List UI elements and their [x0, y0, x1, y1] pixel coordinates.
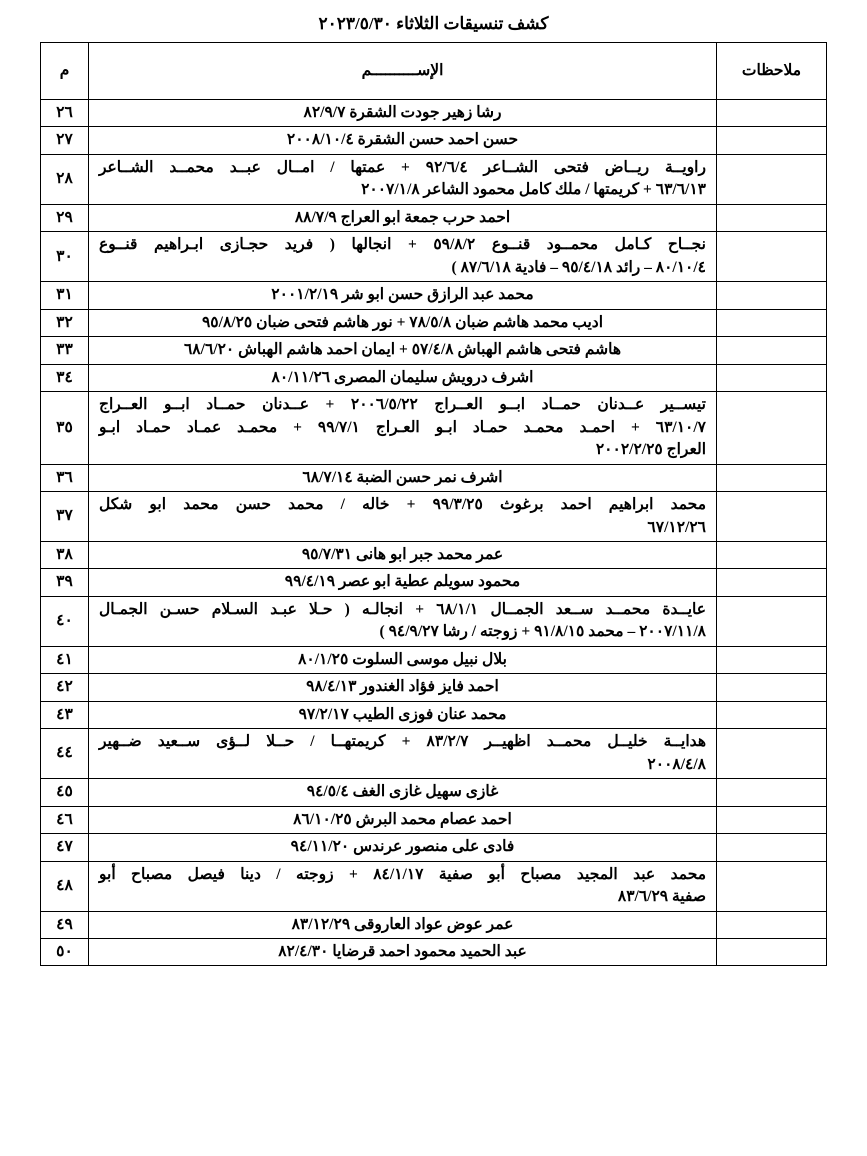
notes-cell: [717, 541, 827, 568]
row-number-cell: ٣٣: [41, 337, 89, 364]
name-line: ٢٠٠٨/٤/٨: [647, 755, 706, 773]
coordination-table: [40, 42, 827, 966]
column-header-number: م: [41, 43, 89, 100]
name-line: عايــدة محمــد ســعد الجمــال ٦٨/١/١ + انجالـه ( حـلا عبـد السـلام حسـن الجمـال: [99, 600, 706, 618]
name-cell: [89, 154, 717, 204]
notes-cell: [717, 127, 827, 154]
name-line: احمد عصام محمد البرش ٨٦/١٠/٢٥: [293, 810, 512, 828]
notes-cell: [717, 806, 827, 833]
table-row: [41, 541, 827, 568]
row-number-cell: ٣٥: [41, 392, 89, 464]
row-number-cell: ٤٣: [41, 701, 89, 728]
name-cell: [89, 701, 717, 728]
name-line: ٢٠٠٧/١١/٨ – محمد ٩١/٨/١٥ + زوجته / رشا ٩٤/٩/٢٧ ): [379, 623, 706, 641]
table-body: [41, 100, 827, 966]
name-line: اشرف درويش سليمان المصرى ٨٠/١١/٢٦: [271, 368, 534, 386]
name-line: فادى على منصور عرندس ٩٤/١١/٢٠: [290, 838, 515, 856]
table-row: [41, 911, 827, 938]
table-row: [41, 154, 827, 204]
row-number-cell: ٣٤: [41, 364, 89, 391]
name-line: محمد ابراهيم احمد برغوث ٩٩/٣/٢٥ + خاله / محمد حسن محمد ابو شكل: [99, 496, 706, 514]
row-number-cell: ٤١: [41, 646, 89, 673]
notes-cell: [717, 364, 827, 391]
table-row: [41, 939, 827, 966]
name-cell: [89, 282, 717, 309]
name-line: غازى سهيل غازى الغف ٩٤/٥/٤: [306, 783, 499, 801]
row-number-cell: ٤٥: [41, 779, 89, 806]
table-row: [41, 309, 827, 336]
row-number-cell: ٢٧: [41, 127, 89, 154]
name-line: اديب محمد هاشم ضبان ٧٨/٥/٨ + نور هاشم فتحى ضبان ٩٥/٨/٢٥: [201, 313, 603, 331]
notes-cell: [717, 464, 827, 491]
table-row: [41, 337, 827, 364]
notes-cell: [717, 674, 827, 701]
name-cell: [89, 392, 717, 464]
name-cell: [89, 464, 717, 491]
table-row: [41, 364, 827, 391]
name-line: حسن احمد حسن الشقرة ٢٠٠٨/١٠/٤: [286, 131, 519, 149]
name-line: ٦٧/١٢/٢٦: [647, 518, 706, 536]
name-line: هدايــة خليــل محمــد اظهيــر ٨٣/٢/٧ + كريمتهــا / حــلا لــؤى ســعيد ضــهير: [99, 733, 706, 751]
name-cell: [89, 806, 717, 833]
name-line: عمر عوض عواد العاروقى ٨٣/١٢/٢٩: [291, 915, 514, 933]
name-cell: [89, 541, 717, 568]
name-cell: [89, 337, 717, 364]
row-number-cell: ٥٠: [41, 939, 89, 966]
notes-cell: [717, 861, 827, 911]
row-number-cell: ٢٦: [41, 100, 89, 127]
notes-cell: [717, 282, 827, 309]
table-row: [41, 729, 827, 779]
name-cell: [89, 569, 717, 596]
table-row: [41, 861, 827, 911]
name-line: ٨٠/١٠/٤ – رائد ٩٥/٤/١٨ – فادية ٨٧/٦/١٨ ): [451, 258, 706, 276]
notes-cell: [717, 337, 827, 364]
column-header-name: الإســــــــــم: [89, 43, 717, 100]
name-line: محمد عنان فوزى الطيب ٩٧/٢/١٧: [298, 705, 507, 723]
table-row: [41, 100, 827, 127]
name-cell: [89, 939, 717, 966]
notes-cell: [717, 596, 827, 646]
name-cell: [89, 232, 717, 282]
name-line: راويــة ريــاض فتحى الشــاعر ٩٢/٦/٤ + عمتها / امــال عبــد محمــد الشــاعر: [99, 158, 706, 176]
name-cell: [89, 492, 717, 542]
name-line: احمد فايز فؤاد الغندور ٩٨/٤/١٣: [306, 678, 499, 696]
name-cell: [89, 729, 717, 779]
table-row: [41, 127, 827, 154]
table-row: [41, 464, 827, 491]
name-line: تيســير عــدنان حمــاد ابــو العــراج ٢٠٠٦/٥/٢٢ + عــدنان حمــاد ابــو العــراج: [99, 396, 706, 414]
name-cell: [89, 861, 717, 911]
table-row: [41, 701, 827, 728]
name-cell: [89, 596, 717, 646]
notes-cell: [717, 204, 827, 231]
name-cell: [89, 127, 717, 154]
table-row: [41, 492, 827, 542]
table-row: [41, 282, 827, 309]
table-row: [41, 806, 827, 833]
name-cell: [89, 834, 717, 861]
name-line: عبد الحميد محمود احمد قرضايا ٨٢/٤/٣٠: [278, 943, 527, 960]
name-line: احمد حرب جمعة ابو العراج ٨٨/٧/٩: [294, 208, 511, 226]
name-line: ٦٣/١٠/٧ + احمـد محمـد حمـاد ابـو العـراج ٩٩/٧/١ + محمـد عمـاد حمـاد ابـو: [99, 418, 707, 436]
row-number-cell: ٤٤: [41, 729, 89, 779]
notes-cell: [717, 154, 827, 204]
notes-cell: [717, 100, 827, 127]
notes-cell: [717, 492, 827, 542]
name-line: صفية ٨٣/٦/٢٩: [617, 888, 706, 906]
notes-cell: [717, 911, 827, 938]
table-row: [41, 232, 827, 282]
row-number-cell: ٤٨: [41, 861, 89, 911]
row-number-cell: ٣٠: [41, 232, 89, 282]
row-number-cell: ٣١: [41, 282, 89, 309]
table-row: [41, 646, 827, 673]
row-number-cell: ٤٩: [41, 911, 89, 938]
name-cell: [89, 911, 717, 938]
name-line: محمد عبد المجيد مصباح أبو صفية ٨٤/١/١٧ + زوجته / دينا فيصل مصباح أبو: [99, 865, 706, 883]
table-row: [41, 392, 827, 464]
name-cell: [89, 100, 717, 127]
name-line: محمد عبد الرازق حسن ابو شر ٢٠٠١/٢/١٩: [271, 286, 534, 304]
table-header-row: [41, 43, 827, 100]
row-number-cell: ٣٢: [41, 309, 89, 336]
name-line: ٦٣/٦/١٣ + كريمتها / ملك كامل محمود الشاعر ٢٠٠٧/١/٨: [361, 181, 706, 199]
row-number-cell: ٤٧: [41, 834, 89, 861]
table-row: [41, 569, 827, 596]
name-cell: [89, 779, 717, 806]
notes-cell: [717, 569, 827, 596]
table-row: [41, 596, 827, 646]
row-number-cell: ٣٧: [41, 492, 89, 542]
name-line: رشا زهير جودت الشقرة ٨٢/٩/٧: [303, 104, 502, 121]
row-number-cell: ٣٦: [41, 464, 89, 491]
name-line: نجــاح كـامل محمــود قنــوع ٥٩/٨/٢ + انجالها ( فريد حجـازى ابـراهيم قنــوع: [99, 236, 706, 254]
name-line: بلال نبيل موسى السلوت ٨٠/١/٢٥: [298, 650, 507, 668]
notes-cell: [717, 939, 827, 966]
table-row: [41, 204, 827, 231]
row-number-cell: ٢٨: [41, 154, 89, 204]
column-header-notes: ملاحظات: [717, 43, 827, 100]
name-cell: [89, 309, 717, 336]
notes-cell: [717, 392, 827, 464]
notes-cell: [717, 779, 827, 806]
row-number-cell: ٢٩: [41, 204, 89, 231]
notes-cell: [717, 232, 827, 282]
notes-cell: [717, 309, 827, 336]
row-number-cell: ٤٢: [41, 674, 89, 701]
name-cell: [89, 674, 717, 701]
row-number-cell: ٣٨: [41, 541, 89, 568]
notes-cell: [717, 646, 827, 673]
name-line: العراج ٢٠٠٢/٢/٢٥: [595, 441, 706, 459]
table-row: [41, 779, 827, 806]
page-title: كشف تنسيقات الثلاثاء ٢٠٢٣/٥/٣٠: [318, 14, 549, 33]
notes-cell: [717, 729, 827, 779]
name-cell: [89, 646, 717, 673]
row-number-cell: ٣٩: [41, 569, 89, 596]
name-line: هاشم فتحى هاشم الهباش ٥٧/٤/٨ + ايمان احمد هاشم الهباش ٦٨/٦/٢٠: [183, 341, 622, 359]
name-line: اشرف نمر حسن الضبة ٦٨/٧/١٤: [302, 468, 503, 486]
table-header: [41, 43, 827, 100]
notes-cell: [717, 701, 827, 728]
table-row: [41, 834, 827, 861]
row-number-cell: ٤٦: [41, 806, 89, 833]
table-row: [41, 674, 827, 701]
name-line: محمود سويلم عطية ابو عصر ٩٩/٤/١٩: [284, 573, 521, 591]
name-cell: [89, 204, 717, 231]
name-cell: [89, 364, 717, 391]
notes-cell: [717, 834, 827, 861]
name-line: عمر محمد جبر ابو هانى ٩٥/٧/٣١: [301, 545, 504, 563]
row-number-cell: ٤٠: [41, 596, 89, 646]
